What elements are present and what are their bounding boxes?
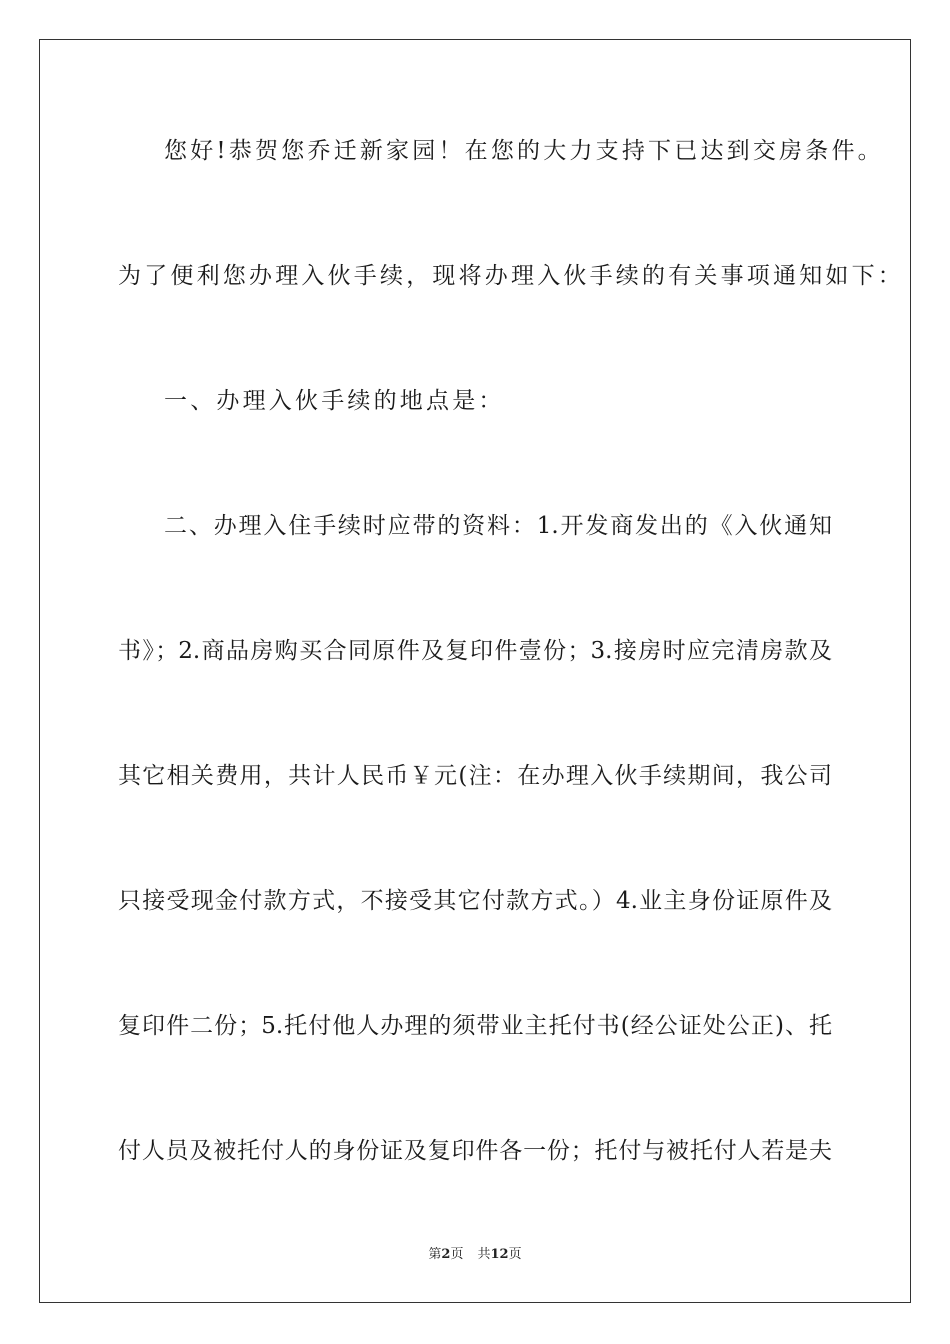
total-suffix: 页 [508,1247,522,1262]
body-line-4: 二、办理入住手续时应带的资料：1.开发商发出的《入伙通知 [164,513,832,539]
body-line-1: 您好!恭贺您乔迁新家园！在您的大力支持下已达到交房条件。 [164,138,884,164]
body-line-7: 只接受现金付款方式，不接受其它付款方式。）4.业主身份证原件及 [118,888,832,914]
body-line-2: 为了便利您办理入伙手续，现将办理入伙手续的有关事项通知如下： [118,263,904,289]
body-line-9: 付人员及被托付人的身份证及复印件各一份；托付与被托付人若是夫 [118,1138,832,1164]
page-prefix: 第 [428,1247,442,1262]
body-line-5: 书》；2.商品房购买合同原件及复印件壹份；3.接房时应完清房款及 [118,638,832,664]
page-suffix: 页 [450,1247,464,1262]
body-line-8: 复印件二份；5.托付他人办理的须带业主托付书(经公证处公正)、托 [118,1013,832,1039]
page-number: 2 [441,1247,451,1262]
total-pages: 12 [490,1247,509,1262]
page-border [39,39,911,1303]
body-line-3: 一、办理入伙手续的地点是： [164,388,505,414]
body-line-6: 其它相关费用，共计人民币￥元(注：在办理入伙手续期间，我公司 [118,763,832,789]
page-footer [0,1247,950,1263]
total-prefix: 共 [477,1247,491,1262]
